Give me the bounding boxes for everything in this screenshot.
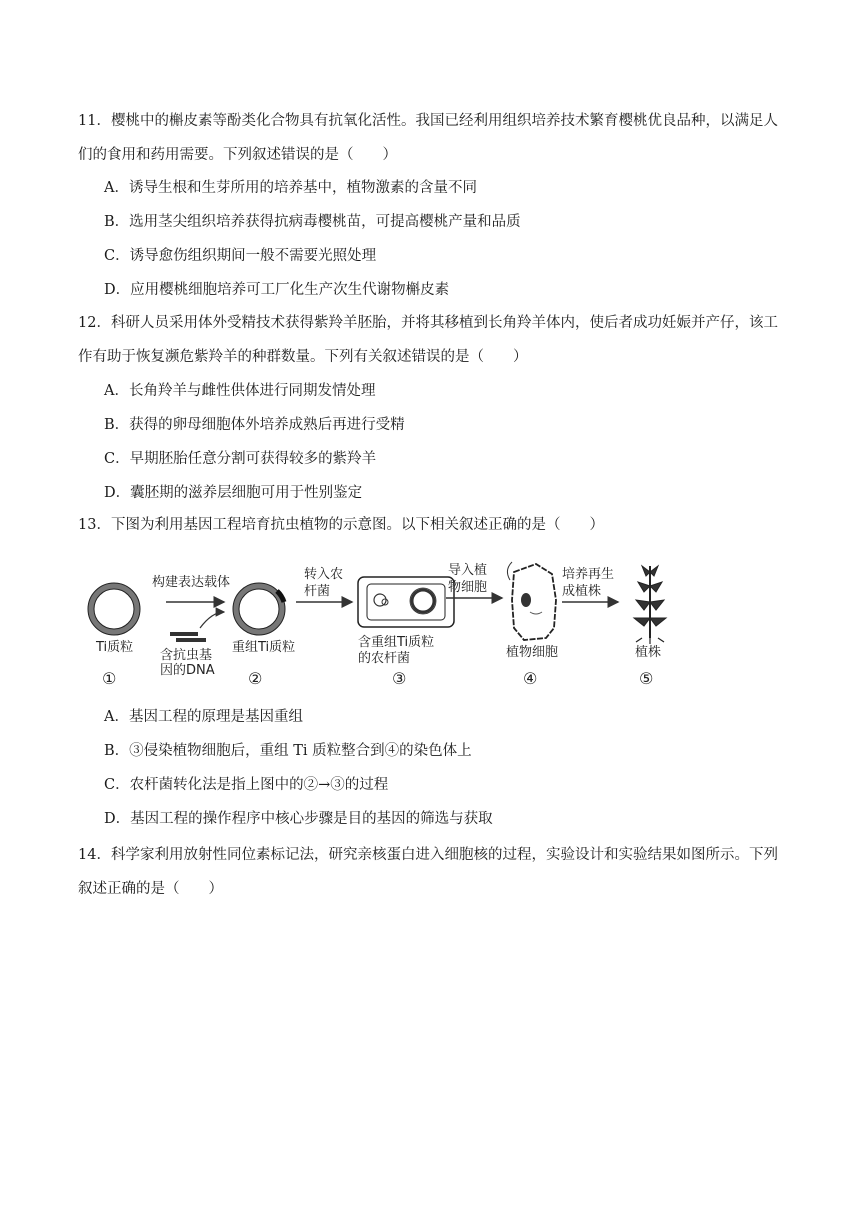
arrow-1-label: 构建表达载体 — [152, 575, 231, 590]
question-12-option-a: A．长角羚羊与雌性供体进行同期发情处理 — [104, 383, 376, 399]
question-11-option-d: D．应用樱桃细胞培养可工厂化生产次生代谢物槲皮素 — [104, 282, 450, 298]
agrobacterium-label-line2: 的农杆菌 — [358, 651, 411, 666]
plant-cell-label: 植物细胞 — [506, 645, 559, 660]
arrow-3-label-line2: 物细胞 — [448, 580, 488, 595]
recombinant-plasmid-icon — [233, 583, 285, 635]
ti-plasmid-label: Ti质粒 — [96, 640, 134, 655]
question-12-option-c: C．早期胚胎任意分割可获得较多的紫羚羊 — [104, 451, 377, 467]
question-11-option-c: C．诱导愈伤组织期间一般不需要光照处理 — [104, 248, 377, 264]
question-12-option-b: B．获得的卵母细胞体外培养成熟后再进行受精 — [104, 417, 405, 433]
question-13-option-b: B．③侵染植物细胞后，重组 Ti 质粒整合到④的染色体上 — [104, 743, 472, 759]
recombinant-plasmid-label: 重组Ti质粒 — [232, 640, 296, 655]
plant-cell-icon — [507, 562, 556, 640]
arrow-4-label-line2: 成植株 — [562, 584, 602, 599]
dna-fragment-icon — [170, 632, 206, 642]
step-5-number: ⑤ — [639, 669, 654, 688]
agrobacterium-icon — [358, 577, 454, 627]
question-13-option-d: D．基因工程的操作程序中核心步骤是目的基因的筛选与获取 — [104, 811, 493, 827]
insert-arrow — [200, 612, 224, 628]
arrow-4-label-line1: 培养再生 — [562, 567, 615, 582]
arrow-2-label-line2: 杆菌 — [304, 584, 331, 599]
question-11-stem: 11．樱桃中的槲皮素等酚类化合物具有抗氧化活性。我国已经利用组织培养技术繁育樱桃优良品种，以满足人们的食用和药用需要。下列叙述错误的是（ ） — [78, 113, 778, 163]
question-12-stem: 12．科研人员采用体外受精技术获得紫羚羊胚胎，并将其移植到长角羚羊体内，使后者成功妊娠并产仔，该工作有助于恢复濒危紫羚羊的种群数量。下列有关叙述错误的是（ ） — [78, 315, 778, 365]
step-1-number: ① — [102, 669, 117, 688]
question-13-stem: 13．下图为利用基因工程培育抗虫植物的示意图。以下相关叙述正确的是（ ） — [78, 517, 604, 533]
step-4-number: ④ — [523, 669, 538, 688]
question-13-option-c: C．农杆菌转化法是指上图中的②→③的过程 — [104, 777, 389, 793]
plant-icon — [634, 566, 666, 644]
agrobacterium-label-line1: 含重组Ti质粒 — [358, 635, 435, 650]
arrow-3-label-line1: 导入植 — [448, 563, 488, 578]
step-3-number: ③ — [392, 669, 407, 688]
question-13-option-a: A．基因工程的原理是基因重组 — [104, 709, 303, 725]
insect-gene-label-line2: 因的DNA — [160, 663, 215, 678]
step-2-number: ② — [248, 669, 263, 688]
question-11-option-b: B．选用茎尖组织培养获得抗病毒樱桃苗，可提高樱桃产量和品质 — [104, 214, 521, 230]
question-11-option-a: A．诱导生根和生芽所用的培养基中，植物激素的含量不同 — [104, 180, 477, 196]
ti-plasmid-icon — [88, 583, 140, 635]
genetic-engineering-diagram — [84, 552, 684, 697]
arrow-2-label-line1: 转入农 — [304, 567, 344, 582]
question-12-option-d: D．囊胚期的滋养层细胞可用于性别鉴定 — [104, 485, 363, 501]
plant-label: 植株 — [635, 645, 662, 660]
question-14-stem: 14．科学家利用放射性同位素标记法，研究亲核蛋白进入细胞核的过程，实验设计和实验结果如图所示。下列叙述正确的是（ ） — [78, 847, 778, 897]
insect-gene-label-line1: 含抗虫基 — [160, 648, 213, 663]
